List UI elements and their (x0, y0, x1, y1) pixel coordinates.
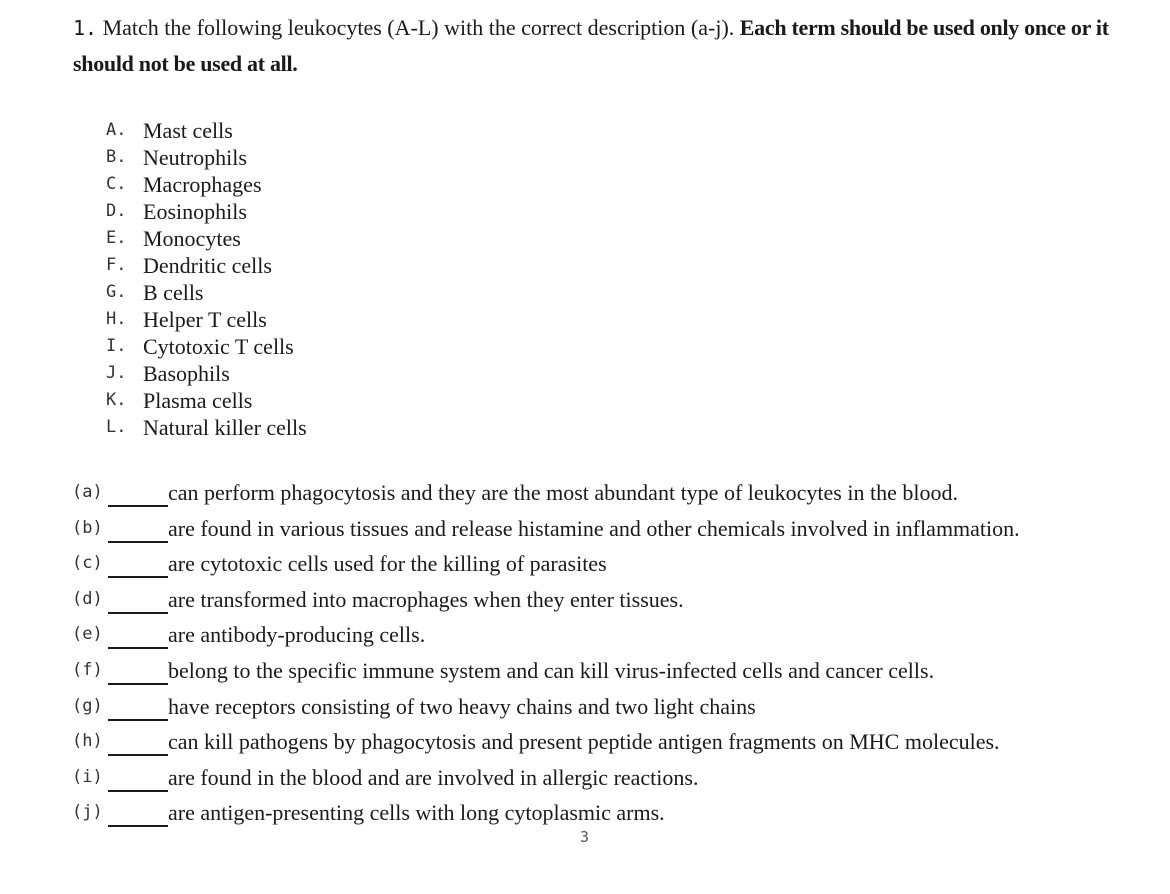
answer-blank[interactable] (108, 505, 168, 507)
description-letter: (a) (72, 482, 103, 502)
answer-blank[interactable] (108, 683, 168, 685)
term-name: Helper T cells (143, 307, 267, 332)
question-number: 1. (73, 16, 98, 40)
term-letter: B. (106, 147, 127, 167)
description-letter: (d) (72, 588, 103, 609)
description-letter: (h) (72, 731, 103, 752)
term-item (106, 171, 307, 198)
term-letter: I. (106, 336, 127, 356)
term-name: Neutrophils (143, 145, 247, 170)
term-item (106, 414, 307, 441)
answer-blank[interactable] (108, 541, 168, 543)
term-name: Cytotoxic T cells (143, 334, 294, 359)
page-number: 3 (580, 828, 590, 846)
term-letter: F. (106, 255, 127, 275)
description-text: have receptors consisting of two heavy chains and two light chains (168, 693, 756, 719)
term-letter: D. (106, 201, 127, 221)
term-letter: A. (106, 120, 127, 140)
leukocyte-term-list (106, 117, 307, 441)
description-text: belong to the specific immune system and can kill virus-infected cells and cancer cells. (168, 657, 935, 683)
term-name: Basophils (143, 361, 230, 386)
description-text: are cytotoxic cells used for the killing of parasites (168, 551, 607, 577)
term-item (106, 279, 307, 306)
term-name: Mast cells (143, 118, 233, 143)
description-letter: (e) (72, 624, 103, 645)
term-item (106, 225, 307, 252)
term-name: Plasma cells (143, 388, 253, 413)
answer-blank[interactable] (108, 576, 168, 578)
description-text: can perform phagocytosis and they are the most abundant type of leukocytes in the blood. (168, 480, 958, 505)
description-text: can kill pathogens by phagocytosis and present peptide antigen fragments on MHC molecules. (168, 729, 1000, 755)
description-text: are antigen-presenting cells with long cytoplasmic arms. (168, 800, 665, 826)
term-item (106, 198, 307, 225)
term-item (106, 252, 307, 279)
term-letter: K. (106, 390, 127, 410)
question-prompt (73, 10, 1133, 82)
description-letter: (b) (72, 517, 103, 538)
answer-blank[interactable] (108, 719, 168, 721)
answer-blank[interactable] (108, 754, 168, 756)
term-letter: C. (106, 174, 127, 194)
description-text: are antibody-producing cells. (168, 622, 426, 648)
description-text: are transformed into macrophages when they enter tissues. (168, 586, 684, 612)
term-name: Eosinophils (143, 199, 247, 224)
answer-blank[interactable] (108, 612, 168, 614)
term-item (106, 306, 307, 333)
term-name: Macrophages (143, 172, 262, 197)
description-letter: (i) (72, 766, 103, 787)
term-item (106, 360, 307, 387)
description-text: are found in various tissues and release histamine and other chemicals involved in inflammation. (168, 515, 1020, 541)
term-item (106, 387, 307, 414)
answer-blank[interactable] (108, 825, 168, 827)
term-letter: J. (106, 363, 127, 383)
term-letter: L. (106, 417, 127, 437)
term-letter: G. (106, 282, 127, 302)
term-name: B cells (143, 280, 204, 305)
question-emphasis: Each term should be used only once or it should not be used at all. (73, 15, 1109, 76)
description-letter: (f) (72, 659, 103, 680)
term-item (106, 144, 307, 171)
description-letter: (g) (72, 695, 103, 716)
term-name: Monocytes (143, 226, 241, 251)
description-text: are found in the blood and are involved in allergic reactions. (168, 764, 699, 790)
description-letter: (j) (72, 802, 103, 823)
term-item (106, 333, 307, 360)
term-item (106, 117, 307, 144)
question-instruction: Match the following leukocytes (A-L) with the correct description (a-j). (102, 15, 735, 40)
description-letter: (c) (72, 553, 103, 574)
term-letter: E. (106, 228, 127, 248)
term-name: Natural killer cells (143, 415, 307, 440)
answer-blank[interactable] (108, 790, 168, 792)
term-name: Dendritic cells (143, 253, 272, 278)
answer-blank[interactable] (108, 647, 168, 649)
term-letter: H. (106, 309, 127, 329)
